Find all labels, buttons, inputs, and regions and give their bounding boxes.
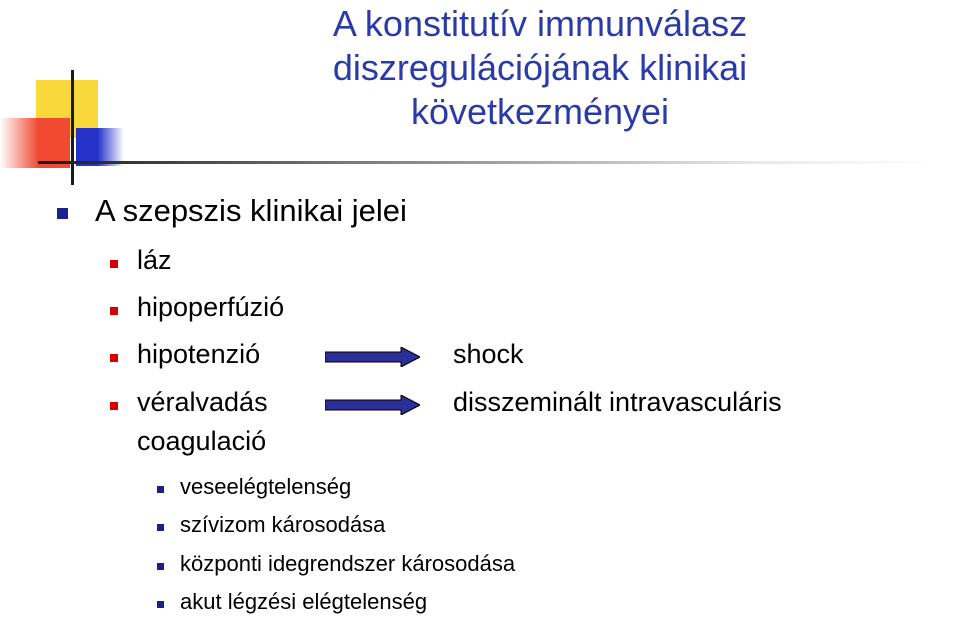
organ-effect-item: akut légzési elégtelenség bbox=[180, 589, 428, 614]
logo-vertical-line bbox=[71, 70, 74, 185]
bullet-square-icon bbox=[157, 524, 164, 531]
organ-effect-item: központi idegrendszer károsodása bbox=[180, 551, 516, 576]
sign-item: láz bbox=[137, 245, 172, 275]
sign-item: hipotenzió bbox=[137, 339, 261, 369]
bullet-square-icon bbox=[157, 563, 164, 570]
sign-continuation: coagulació bbox=[137, 426, 267, 456]
sign-result: disszeminált intravasculáris bbox=[453, 387, 782, 417]
slide-title: A konstitutív immunválasz diszregulációjának klinikai következményei bbox=[332, 3, 748, 132]
bullet-square-icon bbox=[110, 402, 118, 410]
bullet-square-icon bbox=[157, 601, 164, 608]
bullet-square-icon bbox=[110, 260, 118, 268]
arrow-right-icon bbox=[325, 347, 420, 367]
sign-item: véralvadás bbox=[137, 387, 268, 417]
bullet-square-icon bbox=[110, 354, 118, 362]
bullet-square-icon bbox=[57, 208, 68, 219]
bullet-square-icon bbox=[110, 307, 118, 315]
main-bullet-text: A szepszis klinikai jelei bbox=[95, 193, 407, 228]
bullet-square-icon bbox=[157, 486, 164, 493]
organ-effect-item: szívizom károsodása bbox=[180, 512, 386, 537]
arrow-right-icon bbox=[325, 395, 420, 415]
organ-effect-item: veseelégtelenség bbox=[180, 474, 352, 499]
title-underline bbox=[38, 161, 938, 164]
sign-item: hipoperfúzió bbox=[137, 292, 285, 322]
sign-result: shock bbox=[453, 339, 524, 369]
